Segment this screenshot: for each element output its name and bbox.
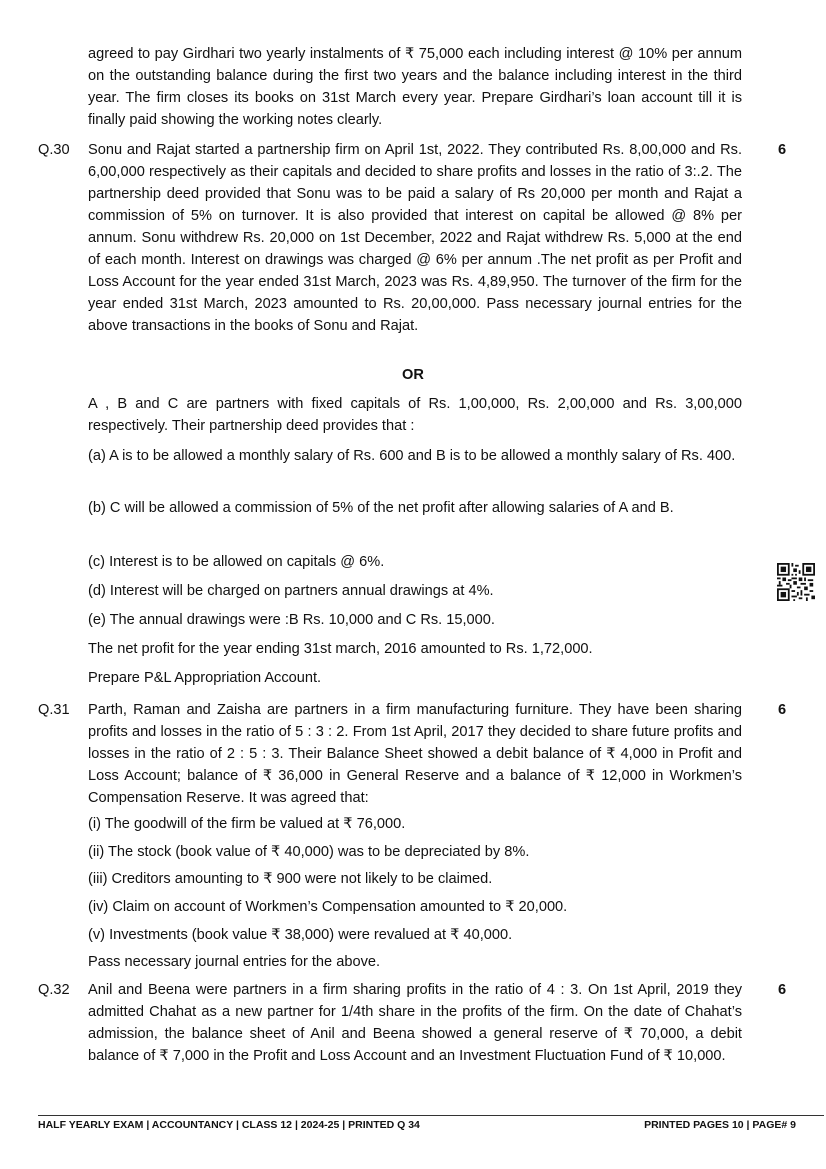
q30-alt-d: (d) Interest will be charged on partners annual drawings at 4%. bbox=[88, 583, 494, 599]
q30-alt-intro: A , B and C are partners with fixed capitals of Rs. 1,00,000, Rs. 2,00,000 and Rs. 3,00,000 respectively. Their partnership deed provides that : bbox=[88, 396, 742, 434]
question-30-text: Sonu and Rajat started a partnership firm on April 1st, 2022. They contributed Rs. 8,00,000 and Rs. 6,00,000 respectively as their capitals and decided to share profits and losses in the ratio of 3:.2. The partnership deed provided that Sonu was to be paid a salary of Rs 20,000 per month and Rajat a commission of 5% on turnover. It is also provided that interest on capital be allowed @ 8% per annum. Sonu withdrew Rs. 20,000 on 1st December, 2022 and Rajat withdrew Rs. 5,000 at the end of each month. Interest on drawings was charged @ 6% per annum .The net profit as per Profit and Loss Account for the year ended 31st March, 2023 was Rs. 4,89,950. The turnover of the firm for the year ended 31st March, 2023 amounted to Rs. 20,00,000. Pass necessary journal entries for the above transactions in the books of Sonu and Rajat. bbox=[88, 142, 742, 334]
q30-alt-b: (b) C will be allowed a commission of 5% of the net profit after allowing salaries of A and B. bbox=[88, 500, 674, 516]
qr-code-icon bbox=[777, 563, 815, 601]
question-31-text: Parth, Raman and Zaisha are partners in a firm manufacturing furniture. They have been sharing profits and losses in the ratio of 5 : 3 : 2. From 1st April, 2017 they decided to share future profits and losses in the ratio of 2 : 5 : 3. Their Balance Sheet showed a debit balance of ₹ 4,000 in Profit and Loss Account; balance of ₹ 36,000 in General Reserve and a balance of ₹ 12,000 in Workmen’s Compensation Reserve. It was agreed that: bbox=[88, 702, 742, 806]
q31-item-v: (v) Investments (book value ₹ 38,000) were revalued at ₹ 40,000. bbox=[88, 927, 513, 943]
footer-exam-info: HALF YEARLY EXAM | ACCOUNTANCY | CLASS 12 | 2024-25 | PRINTED Q 34 bbox=[38, 1119, 420, 1131]
q31-item-i: (i) The goodwill of the firm be valued at ₹ 76,000. bbox=[88, 816, 406, 832]
q30-alt-c: (c) Interest is to be allowed on capitals @ 6%. bbox=[88, 554, 385, 570]
q30-alt-profit: The net profit for the year ending 31st march, 2016 amounted to Rs. 1,72,000. bbox=[88, 641, 593, 657]
question-number-30: Q.30 bbox=[38, 142, 70, 158]
marks-32: 6 bbox=[778, 982, 787, 998]
question-number-32: Q.32 bbox=[38, 982, 70, 998]
q31-task: Pass necessary journal entries for the above. bbox=[88, 954, 381, 970]
footer-page-info: PRINTED PAGES 10 | PAGE# 9 bbox=[644, 1119, 796, 1131]
q30-alt-a: (a) A is to be allowed a monthly salary of Rs. 600 and B is to be allowed a monthly salary of Rs. 400. bbox=[88, 448, 736, 464]
q30-alt-task: Prepare P&L Appropriation Account. bbox=[88, 670, 322, 686]
q31-item-iii: (iii) Creditors amounting to ₹ 900 were not likely to be claimed. bbox=[88, 871, 493, 887]
q31-item-iv: (iv) Claim on account of Workmen’s Compensation amounted to ₹ 20,000. bbox=[88, 899, 568, 915]
marks-30: 6 bbox=[778, 142, 787, 158]
or-label: OR bbox=[402, 367, 424, 383]
footer-divider bbox=[38, 1115, 824, 1116]
q31-item-ii: (ii) The stock (book value of ₹ 40,000) was to be depreciated by 8%. bbox=[88, 844, 530, 860]
question-number-31: Q.31 bbox=[38, 702, 70, 718]
marks-31: 6 bbox=[778, 702, 787, 718]
intro-paragraph: agreed to pay Girdhari two yearly instalments of ₹ 75,000 each including interest @ 10% per annum on the outstanding balance during the first two years and the balance including interest in the third year. The firm closes its books on 31st March every year. Prepare Girdhari’s loan account till it is finally paid showing the working notes clearly. bbox=[88, 46, 742, 128]
question-32-text: Anil and Beena were partners in a firm sharing profits in the ratio of 4 : 3. On 1st April, 2019 they admitted Chahat as a new partner for 1/4th share in the profits of the firm. On the date of Chahat’s admission, the balance sheet of Anil and Beena showed a general reserve of ₹ 70,000, a debit balance of ₹ 7,000 in the Profit and Loss Account and an Investment Fluctuation Fund of ₹ 10,000. bbox=[88, 982, 742, 1064]
q30-alt-e: (e) The annual drawings were :B Rs. 10,000 and C Rs. 15,000. bbox=[88, 612, 495, 628]
